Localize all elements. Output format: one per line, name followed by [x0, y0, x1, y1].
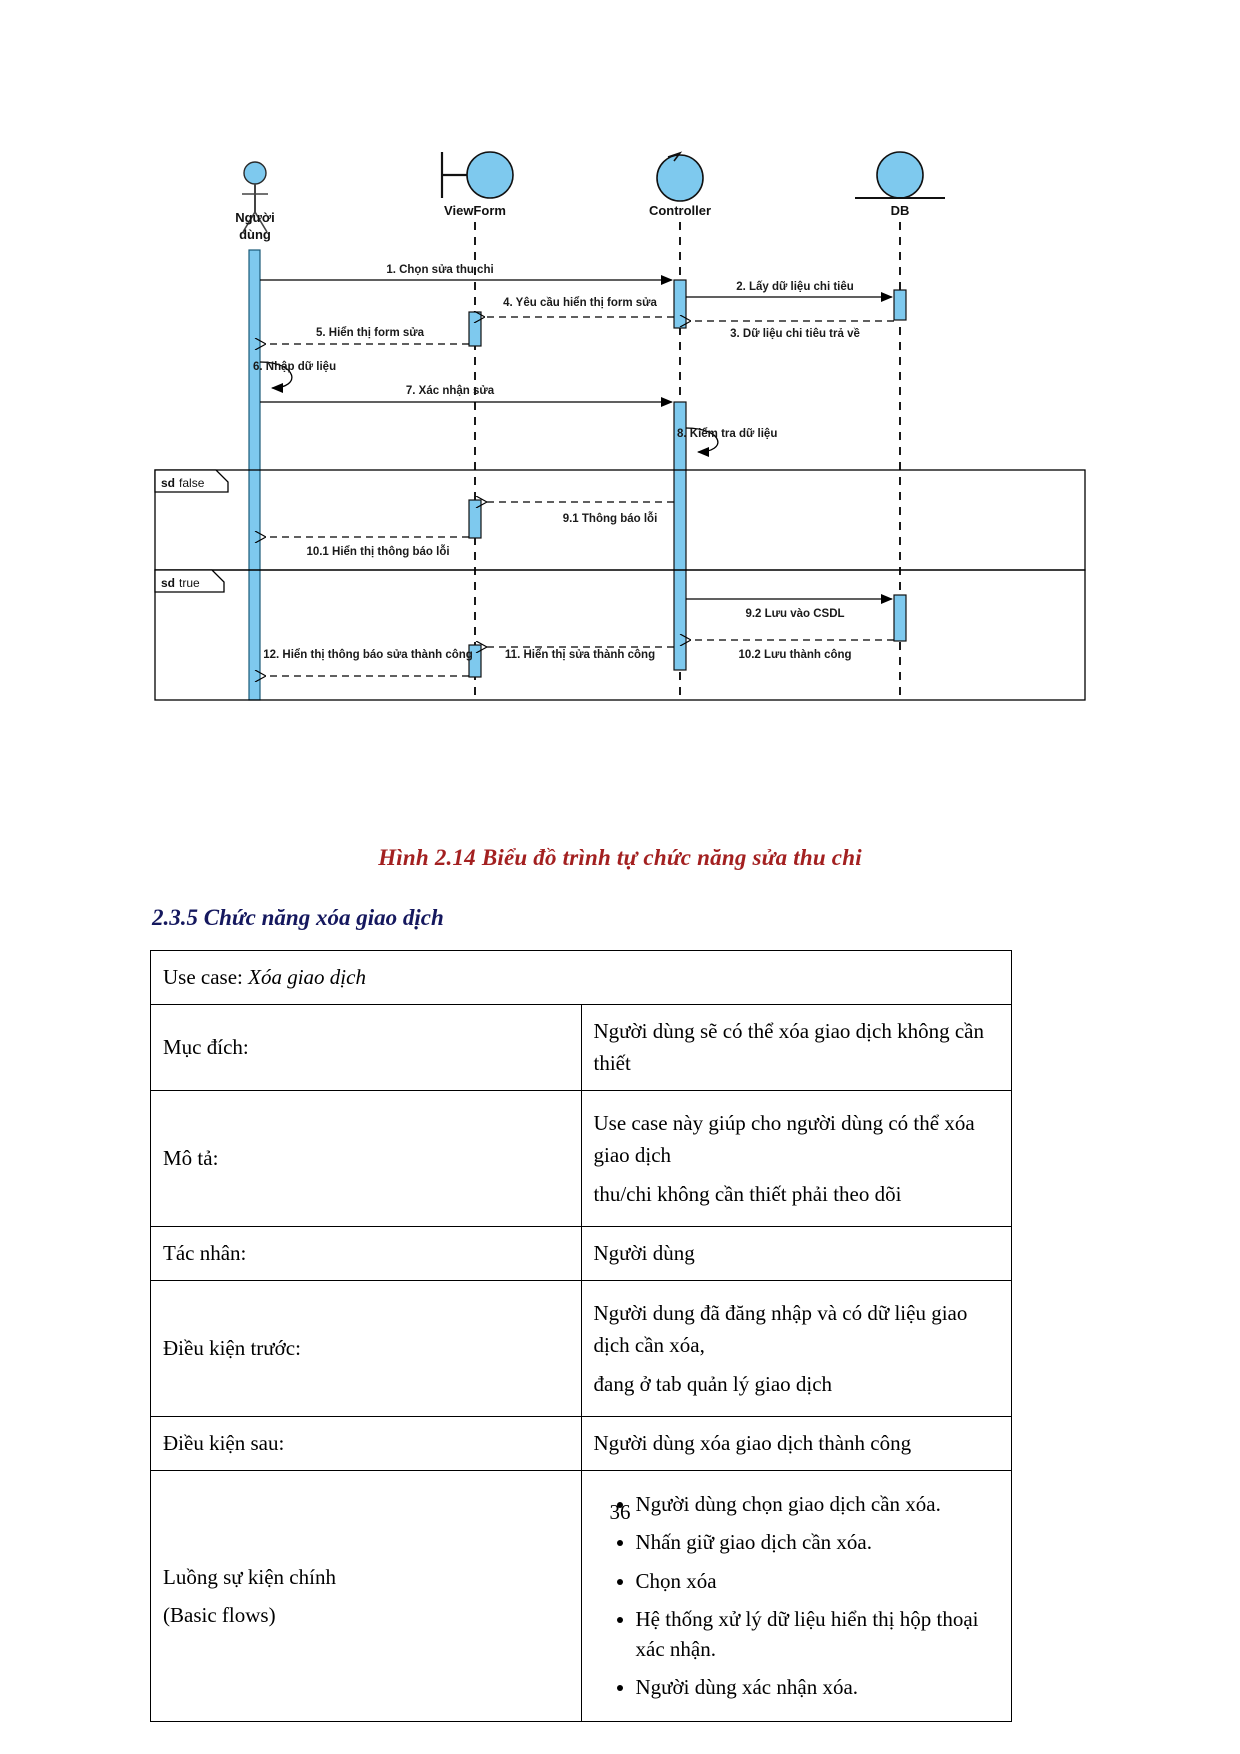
list-item: • Chọn xóa — [636, 1567, 1000, 1596]
row-label-luong-su-kien-line1: Luồng sự kiện chính — [163, 1564, 336, 1589]
activation-viewform-2 — [469, 500, 481, 538]
activation-controller-2 — [674, 402, 686, 670]
message-10-2 — [690, 640, 894, 661]
lifeline-label-nguoi-dung-2: dùng — [239, 227, 271, 242]
row-value-dieu-kien-truoc-line2: đang ở tab quản lý giao dịch — [593, 1371, 833, 1396]
list-item: • Người dùng xác nhận xóa. — [636, 1673, 1000, 1702]
message-12 — [263, 649, 473, 676]
use-case-title-cell — [151, 951, 1012, 1005]
row-value-mo-ta — [581, 1090, 1012, 1227]
message-9-1 — [486, 502, 674, 525]
message-11 — [486, 647, 674, 661]
table-row — [151, 1227, 1012, 1281]
sequence-diagram — [150, 140, 1090, 720]
message-7-label: 7. Xác nhận sửa — [405, 385, 495, 397]
activation-db-2 — [894, 595, 906, 641]
use-case-prefix: Use case: — [163, 965, 243, 989]
message-8-self — [677, 428, 777, 452]
message-10-2-label: 10.2 Lưu thành công — [738, 649, 852, 661]
message-3 — [690, 321, 894, 340]
message-9-2 — [686, 599, 892, 620]
activation-db-1 — [894, 290, 906, 320]
list-item: • Hệ thống xử lý dữ liệu hiển thị hộp thoại xác nhận. — [636, 1605, 1000, 1664]
message-5-label: 5. Hiển thị form sửa — [315, 327, 425, 339]
message-1-label: 1. Chọn sửa thu chi — [386, 264, 494, 276]
activation-controller-1 — [674, 280, 686, 328]
row-label-mo-ta: Mô tả: — [151, 1090, 582, 1227]
message-9-1-label: 9.1 Thông báo lỗi — [562, 513, 658, 525]
lifeline-label-db: DB — [890, 203, 910, 218]
use-case-table — [150, 950, 1012, 1722]
row-value-muc-dich: Người dùng sẽ có thể xóa giao dịch không cần thiết — [581, 1004, 1012, 1090]
row-label-dieu-kien-sau: Điều kiện sau: — [151, 1417, 582, 1471]
row-value-dieu-kien-sau: Người dùng xóa giao dịch thành công — [581, 1417, 1012, 1471]
message-4-label: 4. Yêu cầu hiển thị form sửa — [503, 297, 657, 309]
message-6-label: 6. Nhập dữ liệu — [253, 361, 337, 373]
message-8-label: 8. Kiểm tra dữ liệu — [677, 428, 778, 440]
row-label-muc-dich: Mục đích: — [151, 1004, 582, 1090]
message-1 — [260, 264, 672, 280]
row-label-tac-nhan: Tác nhân: — [151, 1227, 582, 1281]
section-heading: 2.3.5 Chức năng xóa giao dịch — [152, 905, 444, 930]
message-2-label: 2. Lấy dữ liệu chi tiêu — [736, 281, 854, 293]
message-10-1-label: 10.1 Hiển thị thông báo lỗi — [306, 546, 450, 558]
activation-viewform-1 — [469, 312, 481, 346]
message-3-label: 3. Dữ liệu chi tiêu trả về — [730, 328, 860, 340]
message-5 — [265, 327, 469, 344]
lifeline-label-controller: Controller — [648, 203, 712, 218]
message-12-label: 12. Hiển thị thông báo sửa thành công — [263, 649, 473, 661]
row-label-luong-su-kien-line2: (Basic flows) — [163, 1603, 276, 1628]
figure-caption: Hình 2.14 Biểu đồ trình tự chức năng sửa thu chi — [378, 845, 862, 870]
lifeline-viewform — [442, 152, 513, 700]
message-9-2-label: 9.2 Lưu vào CSDL — [745, 608, 845, 620]
lifeline-label-viewform: ViewForm — [444, 203, 506, 218]
fragment-sd-true — [155, 570, 1085, 700]
message-6-self — [253, 361, 336, 388]
fragment-label-false: sd false — [161, 476, 205, 490]
message-11-label: 11. Hiển thị sửa thành công — [504, 649, 656, 661]
table-row — [151, 1417, 1012, 1471]
row-value-mo-ta-line2: thu/chi không cần thiết phải theo dõi — [593, 1181, 902, 1206]
lifeline-actor-nguoi-dung — [235, 162, 275, 700]
page-number: 36 — [609, 1500, 631, 1524]
list-item: • Người dùng chọn giao dịch cần xóa. — [636, 1490, 1000, 1519]
message-2 — [686, 281, 892, 297]
lifeline-label-nguoi-dung: Người — [235, 210, 275, 225]
message-10-1 — [265, 537, 469, 558]
fragment-label-true: sd true — [161, 576, 200, 590]
row-value-dieu-kien-truoc-line1: Người dung đã đăng nhập và có dữ liệu giao dịch cần xóa, — [593, 1300, 968, 1358]
table-row — [151, 1280, 1012, 1417]
table-row — [151, 1090, 1012, 1227]
row-label-dieu-kien-truoc: Điều kiện trước: — [151, 1280, 582, 1417]
table-row — [151, 1004, 1012, 1090]
use-case-name: Xóa giao dịch — [248, 965, 366, 989]
message-4 — [484, 297, 674, 317]
list-item: • Nhấn giữ giao dịch cần xóa. — [636, 1528, 1000, 1557]
row-value-dieu-kien-truoc — [581, 1280, 1012, 1417]
row-value-mo-ta-line1: Use case này giúp cho người dùng có thể xóa giao dịch — [593, 1110, 975, 1168]
row-value-tac-nhan: Người dùng — [581, 1227, 1012, 1281]
table-row-header — [151, 951, 1012, 1005]
message-7 — [260, 385, 672, 402]
